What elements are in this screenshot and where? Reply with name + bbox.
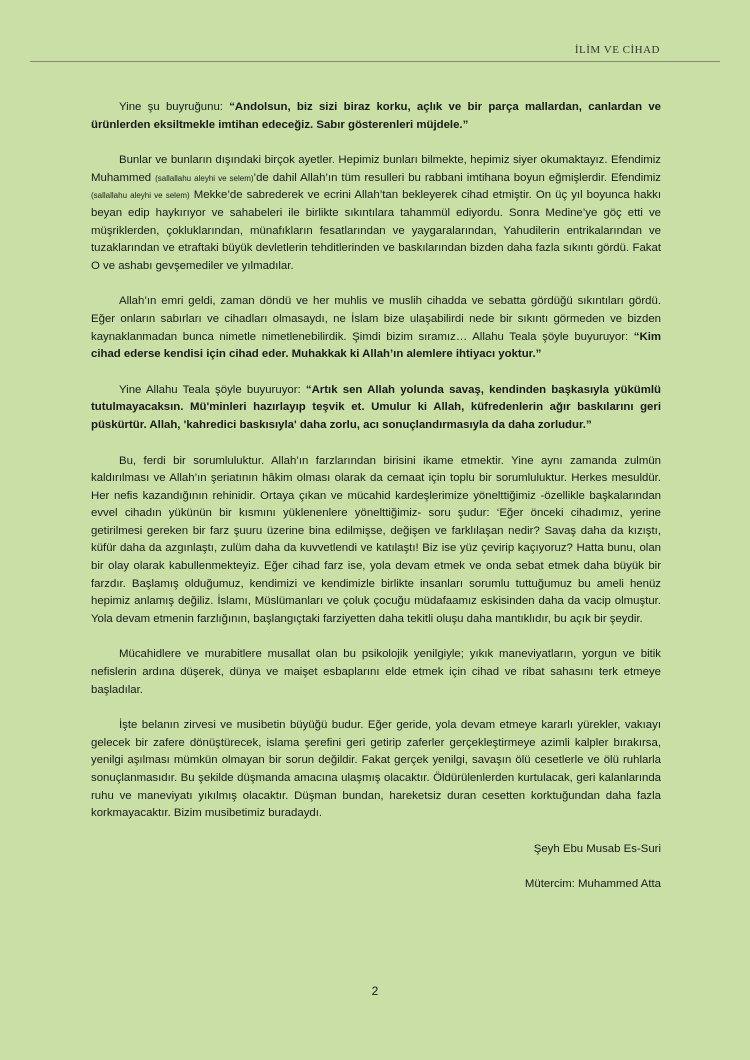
paragraph-5: Bu, ferdi bir sorumluluktur. Allah’ın farzlarından birisini ikame etmektir. Yine aynı zamanda zulmün kaldırılması ve Allah’ın şeriatının hâkim olması olarak da cemaat için toplu bir sorumluluktur. Herkes mesuldür. Her nefis kazandığının rehinidir. Ortaya çıkan ve mücahid kardeşlerimize yönelttiğimiz -özellikle başkalarından evvel cihadın yükünün bir kısmını yüklenenlere yönelttiğimiz- soru şudur: ‘Eğer önceki cihadımız, yerine getirilmesi gereken bir farz şuuru üzerine bina edilmişse, değişen ve farklılaşan nedir? Savaş daha da kızıştı, küfür daha da azgınlaştı, zulüm daha da kuvvetlendi ve katılaştı! Biz ise yüz çevirip kaçıyoruz? Hatta bunu, olan bir olay olarak kabullenmekteyiz. Eğer cihad farz ise, yola devam etmek ve onda sebat etmek daha büyük bir farzdır. Başlamış olduğumuz, kendimizi ve kendimizle birlikte insanları sorumlu tuttuğumuz bu ameli henüz hepimiz anlamış değiliz. İslamı, Müslümanları ve çoluk çocuğu müdafaamız eskisinden daha da vacip olmuştur. Yola devam etmenin farzlığının, başlangıçtaki farziyetten daha tekitli oluşu daha mantıklıdır, bu açık bir şeydir. [91, 454, 661, 625]
author-signature: Şeyh Ebu Musab Es-Suri [533, 842, 661, 855]
translator-credit: Mütercim: Muhammed Atta [524, 878, 661, 891]
salawat-note-2: (sallallahu aleyhi ve selem) [91, 191, 190, 201]
paragraph-4-quote: “Artık sen Allah yolunda savaş, kendinden başkasıyla yükümlü tutulmayacaksın. Mü'minleri hazırlayıp teşvik et. Umulur ki Allah, küfredenlerin ağır baskılarını geri püskürtür. Allah, 'kahredici baskısıyla' daha zorlu, acı sonuçlandırmasıyla da daha zorludur.” [91, 383, 661, 431]
paragraph-3-text: Allah’ın emri geldi, zaman döndü ve her muhlis ve muslih cihadda ve sebatta gördüğü sıkıntıları gördü. Eğer onların sabırları ve cihadları olmasaydı, ne İslam bize ulaşabilirdi nede bir sıkıntı görmeden ve bizden kaynaklanmadan bunca nimetle nimetlenebilirdik. Şimdi bizim sıramız… Allahu Teala şöyle buyuruyor: [91, 295, 661, 343]
paragraph-1 [91, 99, 661, 134]
paragraph-2-text-a: Bunlar ve bunların dışındaki birçok ayetler. Hepimiz bunları bilmekte, hepimiz siyer okumaktayız. Efendimiz Muhammed [91, 154, 661, 184]
paragraph-1-quote: “Andolsun, biz sizi biraz korku, açlık ve bir parça mallardan, canlardan ve ürünlerden eksiltmekle imtihan edeceğiz. Sabır gösterenleri müjdele.” [91, 101, 661, 131]
paragraph-3-quote: “Kim cihad ederse kendisi için cihad eder. Muhakkak ki Allah’ın alemlere ihtiyacı yoktur.” [91, 330, 661, 361]
paragraph-3 [91, 293, 661, 363]
paragraph-4-text: Yine Allahu Teala şöyle buyuruyor: [119, 383, 306, 396]
paragraph-6: Mücahidlere ve murabitlere musallat olan bu psikolojik yenilgiyle; yıkık maneviyatların, yorgun ve bitik nefislerin ardına düşerek, dünya ve maişet esbaplarını elde etmek için cihad ve ribat sahasını terk etmeye başladılar. [91, 648, 661, 696]
paragraph-2-text-b: ’de dahil Allah’ın tüm resulleri bu rabbani imtihana boyun eğmişlerdir. Efendimiz [253, 171, 661, 184]
running-header: İLİM VE CİHAD [574, 44, 660, 56]
paragraph-7: İşte belanın zirvesi ve musibetin büyüğü budur. Eğer geride, yola devam etmeye kararlı yürekler, vakıayı gelecek bir zafere dönüştürecek, islama şerefini geri getirip zaferler gerçekleştirmeye azimli kalpler bırakırsa, yenilgi aşılması mümkün olmayan bir sorun değildir. Fakat gerçek yenilgi, savaşın ölü cesetlerle ve ölü ruhlarla sonuçlanmasıdır. Bu şekilde düşmanda amacına ulaşmış olacaktır. Öldürülenlerden kurtulacak, geri kalanlarında ruhu ve maneviyatı yıkılmış olacaktır. Düşman bundan, hareketsiz duran cesetten korktuğundan daha fazla korkmayacaktır. Bizim musibetimiz buradaydı. [91, 719, 661, 820]
paragraph-2-text-c: Mekke’de sabrederek ve ecrini Allah’tan bekleyerek cihad etmiştir. On üç yıl boyunca hakkı beyan edip haykırıyor ve sahabeleri ile birlikte sıkıntılara tahammül ediyordu. Sonra Medine’ye göç etti ve müşriklerden, çokluklarından, münafıkların fesatlarından ve yaygaralarından, Yahudilerin entrikalarından ve tuzaklarından ve etraftaki büyük devletlerin tehditlerinden ve baskılarından bizden daha fazla sıkıntı gördü. Fakat O ve ashabı gevşemediler ve yılmadılar. [91, 189, 662, 272]
article-body [91, 99, 661, 912]
page-number: 2 [371, 984, 379, 998]
paragraph-4 [91, 382, 661, 435]
paragraph-1-text: Yine şu buyruğunu: [119, 101, 230, 113]
header-divider [30, 61, 720, 62]
paragraph-2 [91, 152, 661, 275]
salawat-note-1: (sallallahu aleyhi ve selem) [155, 173, 254, 183]
